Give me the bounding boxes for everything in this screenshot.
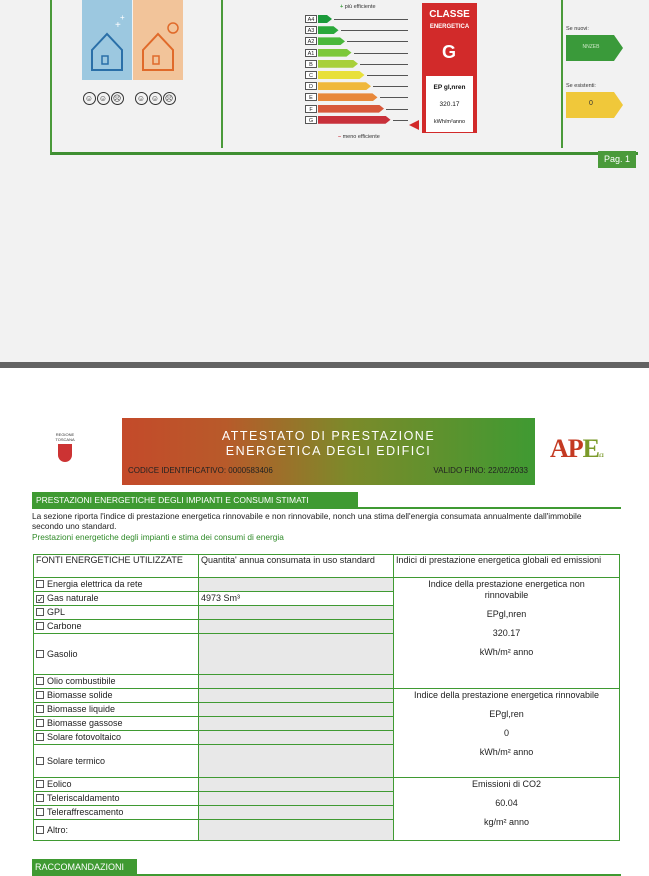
fonte-cell [34, 675, 199, 689]
ep-unit: kWh/m²anno [433, 119, 466, 125]
ape-logo: APE.CI [550, 434, 603, 463]
summer-quality-smileys: ☺ ☺ ☹ [136, 94, 175, 103]
fonte-label: GPL [47, 607, 66, 617]
fonte-cell [34, 820, 199, 841]
fonte-label: Eolico [47, 779, 72, 789]
energy-class-box [422, 3, 477, 133]
fonte-label: Solare termico [47, 755, 106, 766]
class-guide-line [354, 53, 409, 54]
fonte-cell [34, 792, 199, 806]
class-bar-b [318, 60, 358, 68]
regione-name: REGIONE TOSCANA [55, 432, 75, 442]
ind-nonrinn-name: EPgl,nren [486, 609, 527, 619]
page-number: Pag. 1 [598, 151, 636, 168]
fonte-label: Gasolio [47, 648, 78, 659]
quantita-cell [199, 703, 394, 717]
winter-quality-smileys: ☺ ☺ ☹ [84, 94, 123, 103]
fonte-cell [34, 717, 199, 731]
class-tag-f: F [305, 105, 317, 113]
fonte-label: Solare fotovoltaico [47, 732, 122, 742]
fonte-checkbox[interactable] [36, 705, 44, 713]
quantita-cell [199, 634, 394, 675]
fonte-cell [34, 620, 199, 634]
ep-value: 320.17 [439, 101, 460, 108]
indice-non-rinnovabile-cell [394, 578, 620, 689]
class-bar-d [318, 82, 371, 90]
se-nuovi-value: NNZEB [582, 44, 600, 50]
svg-text:+: + [120, 13, 125, 22]
fonte-label: Biomasse gassose [47, 718, 123, 728]
header-fonti: FONTI ENERGETICHE UTILIZZATE [34, 555, 199, 578]
valido-fino: VALIDO FINO: 22/02/2033 [433, 466, 528, 475]
codice-identificativo: CODICE IDENTIFICATIVO: 0000583406 [128, 466, 273, 475]
header-quantita: Quantita' annua consumata in uso standard [199, 555, 394, 578]
fonte-checkbox[interactable] [36, 757, 44, 765]
ind-rinn-value: 0 [503, 728, 509, 738]
fonte-checkbox[interactable] [36, 580, 44, 588]
quantita-cell: 4973 Sm³ [199, 592, 394, 606]
ind-nonrinn-unit: kWh/m² anno [479, 647, 534, 657]
se-esistenti-badge [566, 92, 623, 118]
fonte-label: Biomasse liquide [47, 704, 116, 714]
fonte-checkbox[interactable] [36, 794, 44, 802]
se-esistenti-value: 0 [589, 100, 593, 107]
fonte-checkbox[interactable] [36, 650, 44, 658]
quantita-cell [199, 578, 394, 592]
winter-house-icon [82, 0, 132, 80]
fonte-label: Olio combustibile [47, 676, 116, 686]
page-2-section [0, 368, 649, 876]
quantita-cell [199, 620, 394, 634]
class-guide-line [393, 120, 409, 121]
column-divider [221, 0, 223, 148]
fonte-label: Gas naturale [47, 593, 99, 603]
fonte-cell [34, 731, 199, 745]
fonte-cell [34, 778, 199, 792]
fonte-label: Biomasse solide [47, 690, 113, 700]
quantita-cell [199, 806, 394, 820]
se-esistenti-label: Se esistenti: [566, 83, 596, 89]
section-title: PRESTAZIONI ENERGETICHE DEGLI IMPIANTI E CONSUMI STIMATI [32, 492, 358, 508]
fonte-cell [34, 634, 199, 675]
quantita-cell [199, 792, 394, 806]
svg-text:+: + [115, 20, 121, 31]
fonte-cell [34, 592, 199, 606]
fonte-label: Teleraffrescamento [47, 807, 124, 817]
fonte-checkbox[interactable] [36, 622, 44, 630]
ep-value-box [426, 76, 473, 132]
page-1-section [0, 0, 649, 362]
class-guide-line [360, 64, 408, 65]
ind-rinn-name: EPgl,ren [489, 709, 524, 719]
regione-logo [50, 432, 80, 462]
table-row [34, 578, 620, 592]
section-subtitle: Prestazioni energetiche degli impianti e stima dei consumi di energia [32, 532, 284, 542]
class-guide-line [347, 41, 408, 42]
class-guide-line [386, 109, 408, 110]
fonte-checkbox[interactable]: ✓ [37, 595, 44, 604]
class-tag-a3: A3 [305, 26, 317, 34]
section-underline [32, 507, 621, 509]
class-bar-e [318, 93, 378, 101]
emissioni-unit: kg/m² anno [483, 817, 530, 827]
class-tag-e: E [305, 93, 317, 101]
section-description: La sezione riporta l'indice di prestazione energetica rinnovabile e non rinnovabile, nonch una stima dell'energia consumata annualmente dall'immobile secondo uno standard. [32, 511, 582, 531]
ind-nonrinn-value: 320.17 [492, 628, 521, 638]
fonte-label: Altro: [47, 824, 69, 835]
document-title [122, 429, 535, 459]
table-header-row [34, 555, 620, 578]
title-line-1: ATTESTATO DI PRESTAZIONE [221, 429, 436, 443]
fonte-checkbox[interactable] [36, 608, 44, 616]
more-efficient-label: + più efficiente [340, 4, 376, 10]
fonte-cell [34, 689, 199, 703]
header-banner [122, 418, 535, 485]
title-line-2: ENERGETICA DEGLI EDIFICI [225, 444, 432, 458]
class-bar-g [318, 116, 391, 124]
class-bar-c [318, 71, 365, 79]
class-guide-line [341, 30, 409, 31]
class-tag-a1: A1 [305, 49, 317, 57]
raccomandazioni-title: RACCOMANDAZIONI [32, 859, 137, 875]
less-efficient-label: – meno efficiente [338, 134, 380, 140]
class-subtitle: ENERGETICA [429, 24, 470, 30]
fonte-checkbox[interactable] [36, 691, 44, 699]
fonte-checkbox[interactable] [36, 677, 44, 685]
class-pointer-arrow [409, 120, 423, 130]
class-guide-line [373, 86, 408, 87]
class-guide-line [367, 75, 409, 76]
class-tag-g: G [305, 116, 317, 124]
fonte-checkbox[interactable] [36, 733, 44, 741]
quantita-cell [199, 675, 394, 689]
class-title: CLASSE [429, 9, 470, 20]
fonte-checkbox[interactable] [36, 808, 44, 816]
class-bar-f [318, 105, 384, 113]
ind-rinn-unit: kWh/m² anno [479, 747, 534, 757]
fonte-checkbox[interactable] [36, 826, 44, 834]
table-row [34, 689, 620, 703]
header-indici: Indici di prestazione energetica globali ed emissioni [394, 555, 620, 578]
class-guide-line [334, 19, 408, 20]
fonte-cell [34, 703, 199, 717]
class-tag-d: D [305, 82, 317, 90]
fonte-cell [34, 578, 199, 592]
ep-label: EP gl,nren [433, 84, 466, 91]
fonte-cell [34, 806, 199, 820]
quantita-cell [199, 731, 394, 745]
class-bar-a2 [318, 37, 345, 45]
regione-shield-icon [58, 444, 72, 462]
quantita-cell [199, 778, 394, 792]
quantita-cell [199, 689, 394, 703]
emissioni-value: 60.04 [495, 798, 518, 808]
fonte-cell [34, 606, 199, 620]
quantita-cell [199, 820, 394, 841]
class-bar-a1 [318, 49, 352, 57]
ind-rinn-title: Indice della prestazione energetica rinnovabile [413, 690, 600, 700]
emissioni-cell [394, 778, 620, 841]
quantita-cell [199, 717, 394, 731]
quantita-cell [199, 745, 394, 778]
fonte-label: Carbone [47, 621, 82, 631]
fonte-checkbox[interactable] [36, 719, 44, 727]
fonte-label: Teleriscaldamento [47, 793, 120, 803]
fonte-checkbox[interactable] [36, 780, 44, 788]
quantita-cell [199, 606, 394, 620]
class-tag-b: B [305, 60, 317, 68]
ind-nonrinn-title: Indice della prestazione energetica non rinnovabile [428, 579, 585, 600]
fonte-label: Energia elettrica da rete [47, 579, 143, 589]
summer-house-icon [133, 0, 183, 80]
se-nuovi-label: Se nuovi: [566, 26, 589, 32]
class-tag-c: C [305, 71, 317, 79]
class-guide-line [380, 97, 409, 98]
class-tag-a4: A4 [305, 15, 317, 23]
energy-sources-table [33, 554, 620, 841]
emissioni-title: Emissioni di CO2 [471, 779, 542, 789]
class-value: G [441, 42, 456, 62]
indice-rinnovabile-cell [394, 689, 620, 778]
class-tag-a2: A2 [305, 37, 317, 45]
fonte-cell [34, 745, 199, 778]
se-nuovi-badge [566, 35, 623, 61]
column-divider [561, 0, 563, 148]
table-row [34, 778, 620, 792]
